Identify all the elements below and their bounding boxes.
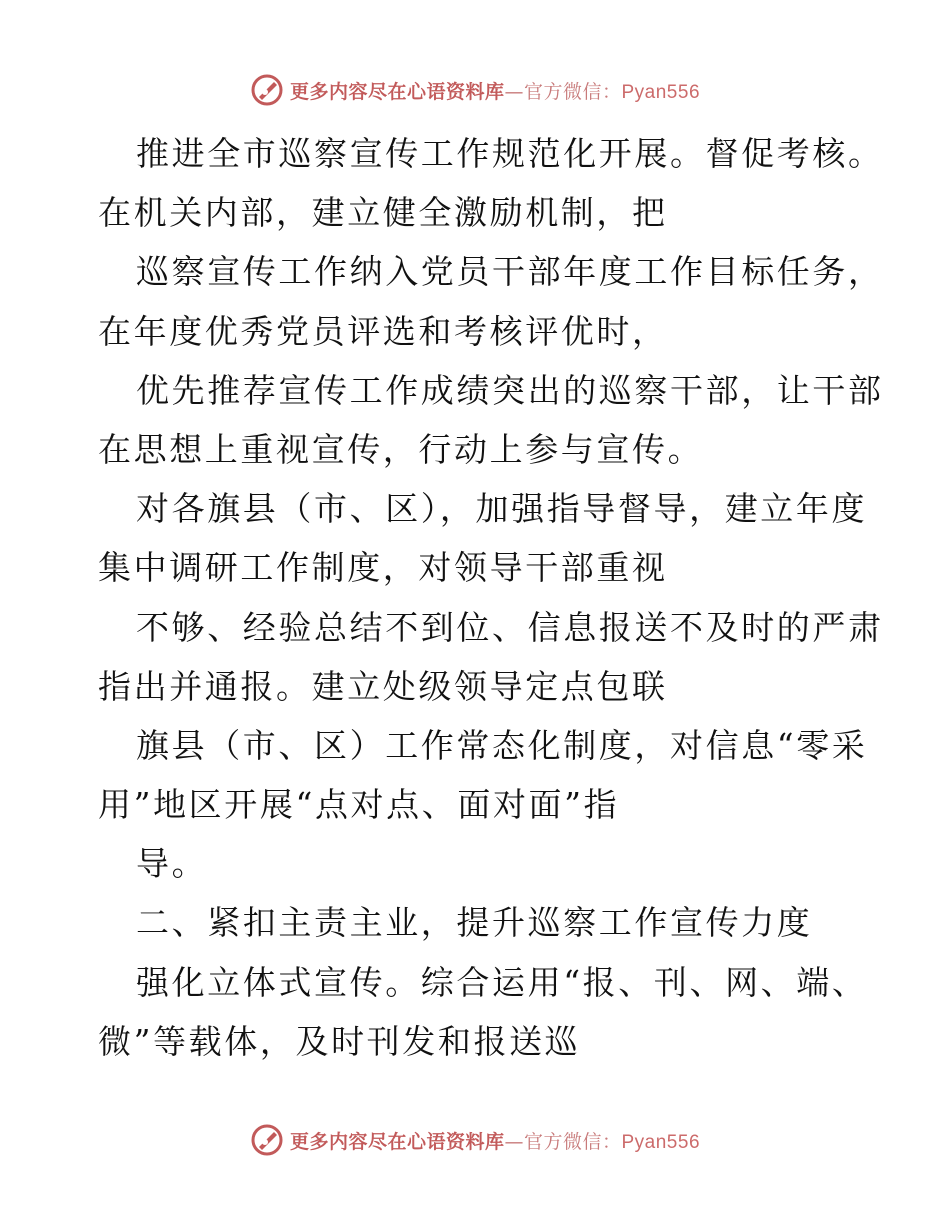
footer-watermark	[0, 1120, 950, 1160]
paragraph-line: 巡察宣传工作纳入党员干部年度工作目标任务，	[136, 252, 884, 292]
watermark-main: 更多内容尽在心语资料库	[289, 1130, 505, 1153]
watermark-main: 更多内容尽在心语资料库	[289, 80, 505, 103]
watermark-text	[290, 1127, 700, 1154]
watermark-dash: —	[504, 80, 524, 103]
paragraph-line: 微”等载体，及时刊发和报送巡	[98, 1021, 581, 1061]
paragraph-line: 用”地区开展“点对点、面对面”指	[98, 785, 620, 825]
paragraph-line: 强化立体式宣传。综合运用“报、刊、网、端、	[136, 962, 868, 1002]
paragraph-line: 旗县（市、区）工作常态化制度，对信息“零采	[136, 725, 868, 765]
paragraph-line: 集中调研工作制度，对领导干部重视	[98, 548, 668, 588]
watermark-sub: 官方微信：	[523, 80, 622, 103]
paragraph-line: 在机关内部，建立健全激励机制，把	[98, 193, 668, 233]
paragraph-line: 在年度优秀党员评选和考核评优时，	[98, 311, 668, 351]
paragraph-line: 对各旗县（市、区），加强指导督导，建立年度	[136, 489, 868, 529]
watermark-sub: 官方微信：	[523, 1130, 622, 1153]
watermark-dash: —	[504, 1130, 524, 1153]
paragraph-line: 推进全市巡察宣传工作规范化开展。督促考核。	[136, 134, 884, 173]
seal-logo-icon	[250, 1123, 284, 1157]
paragraph-line: 不够、经验总结不到位、信息报送不及时的严肃	[136, 607, 884, 647]
header-watermark	[0, 70, 950, 110]
paragraph-line: 在思想上重视宣传，行动上参与宣传。	[98, 429, 704, 469]
section-heading: 二、紧扣主责主业，提升巡察工作宣传力度	[136, 903, 813, 943]
paragraph-line: 导。	[136, 844, 208, 884]
document-body	[98, 124, 884, 1071]
paragraph-line: 指出并通报。建立处级领导定点包联	[98, 666, 668, 706]
paragraph-line: 优先推荐宣传工作成绩突出的巡察干部，让干部	[136, 370, 884, 410]
watermark-text	[290, 77, 700, 104]
seal-logo-icon	[250, 73, 284, 107]
watermark-id: Pyan556	[621, 1131, 701, 1153]
watermark-id: Pyan556	[621, 81, 701, 103]
